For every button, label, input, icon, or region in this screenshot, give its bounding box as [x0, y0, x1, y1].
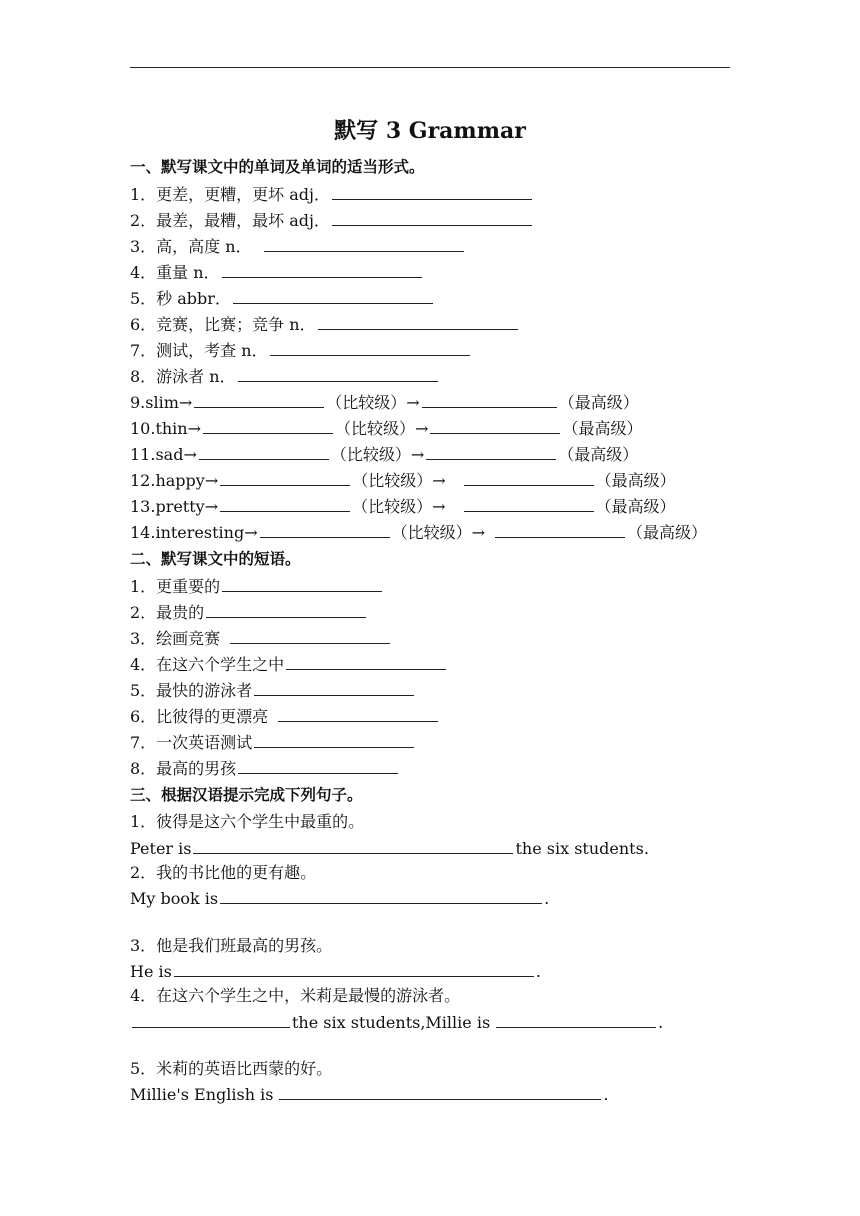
answer-blank[interactable]	[220, 495, 350, 512]
s3-q3-sentence: He is .	[130, 962, 541, 981]
s1-item-1: 1．更差，更糟，更坏 adj．	[130, 183, 534, 206]
answer-blank[interactable]	[238, 757, 398, 774]
answer-blank[interactable]	[430, 417, 560, 434]
answer-blank[interactable]	[264, 235, 464, 252]
answer-blank[interactable]	[464, 469, 594, 486]
answer-blank[interactable]	[496, 1011, 656, 1028]
s3-q1-prompt: 1．彼得是这六个学生中最重的。	[130, 812, 365, 831]
answer-blank[interactable]	[199, 443, 329, 460]
s3-q4-prompt: 4．在这六个学生之中，米莉是最慢的游泳者。	[130, 986, 461, 1005]
answer-blank[interactable]	[222, 575, 382, 592]
s2-item-8: 8．最高的男孩	[130, 757, 400, 780]
s1-item-8: 8．游泳者 n．	[130, 365, 440, 388]
answer-blank[interactable]	[260, 521, 390, 538]
s1-item-3: 3．高，高度 n．	[130, 235, 466, 258]
s2-item-2: 2．最贵的	[130, 601, 368, 624]
answer-blank[interactable]	[426, 443, 556, 460]
answer-blank[interactable]	[495, 521, 625, 538]
s2-item-5: 5．最快的游泳者	[130, 679, 416, 702]
answer-blank[interactable]	[132, 1011, 290, 1028]
answer-blank[interactable]	[422, 391, 557, 408]
s3-q2-sentence: My book is .	[130, 889, 550, 908]
s1-form-14: 14.interesting→ （比较级）→ （最高级）	[130, 523, 708, 542]
s1-item-7: 7．测试，考查 n．	[130, 339, 472, 362]
s1-form-11: 11.sad→ （比较级）→ （最高级）	[130, 445, 639, 464]
answer-blank[interactable]	[286, 653, 446, 670]
answer-blank[interactable]	[238, 365, 438, 382]
s2-item-1: 1．更重要的	[130, 575, 384, 598]
answer-blank[interactable]	[194, 391, 324, 408]
answer-blank[interactable]	[220, 469, 350, 486]
answer-blank[interactable]	[220, 887, 542, 904]
s3-q5-prompt: 5．米莉的英语比西蒙的好。	[130, 1059, 333, 1078]
s2-item-6: 6．比彼得的更漂亮	[130, 705, 440, 728]
answer-blank[interactable]	[279, 1083, 601, 1100]
answer-blank[interactable]	[174, 960, 534, 977]
section1-heading: 一、默写课文中的单词及单词的适当形式。	[130, 158, 425, 176]
answer-blank[interactable]	[270, 339, 470, 356]
answer-blank[interactable]	[206, 601, 366, 618]
section2-heading: 二、默写课文中的短语。	[130, 550, 301, 568]
s1-form-9: 9.slim→ （比较级）→ （最高级）	[130, 393, 639, 412]
s3-q2-prompt: 2．我的书比他的更有趣。	[130, 863, 317, 882]
answer-blank[interactable]	[332, 183, 532, 200]
answer-blank[interactable]	[332, 209, 532, 226]
s3-q4-sentence: the six students,Millie is .	[130, 1011, 663, 1034]
s1-item-2: 2．最差，最糟，最坏 adj．	[130, 209, 534, 232]
s1-form-13: 13.pretty→ （比较级）→ （最高级）	[130, 497, 676, 516]
s1-item-6: 6．竞赛，比赛；竞争 n．	[130, 313, 520, 336]
answer-blank[interactable]	[222, 261, 422, 278]
answer-blank[interactable]	[233, 287, 433, 304]
s3-q3-prompt: 3．他是我们班最高的男孩。	[130, 936, 333, 955]
answer-blank[interactable]	[230, 627, 390, 644]
header-rule	[130, 67, 730, 68]
page-title: 默写 3 Grammar	[334, 118, 526, 144]
answer-blank[interactable]	[318, 313, 518, 330]
s2-item-7: 7．一次英语测试	[130, 731, 416, 754]
s2-item-4: 4．在这六个学生之中	[130, 653, 448, 676]
section3-heading: 三、根据汉语提示完成下列句子。	[130, 786, 363, 804]
s3-q1-sentence: Peter is the six students.	[130, 839, 649, 858]
s3-q5-sentence: Millie's English is .	[130, 1085, 609, 1104]
answer-blank[interactable]	[193, 837, 513, 854]
s1-item-4: 4．重量 n．	[130, 261, 424, 284]
answer-blank[interactable]	[254, 679, 414, 696]
answer-blank[interactable]	[278, 705, 438, 722]
answer-blank[interactable]	[464, 495, 594, 512]
answer-blank[interactable]	[254, 731, 414, 748]
s1-item-5: 5．秒 abbr．	[130, 287, 435, 310]
s1-form-12: 12.happy→ （比较级）→ （最高级）	[130, 471, 676, 490]
s2-item-3: 3．绘画竞赛	[130, 627, 392, 650]
answer-blank[interactable]	[203, 417, 333, 434]
s1-form-10: 10.thin→ （比较级）→ （最高级）	[130, 419, 643, 438]
